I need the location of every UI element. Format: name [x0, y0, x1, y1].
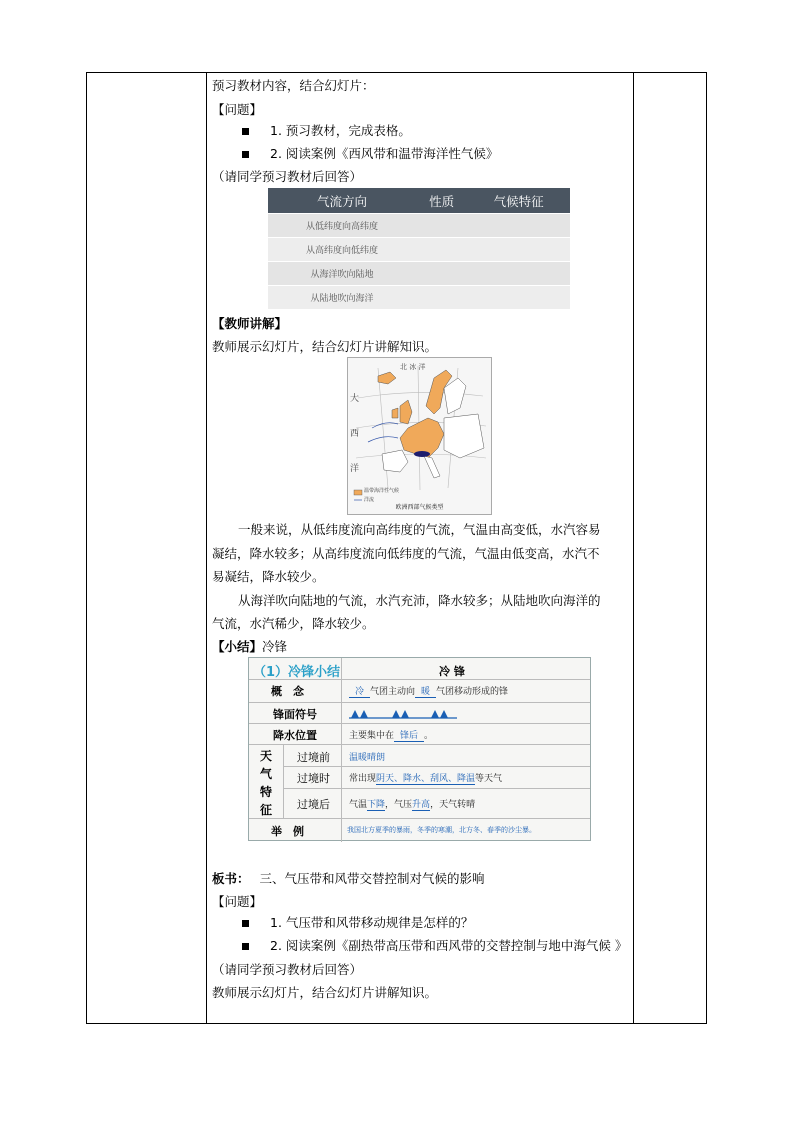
- answer-fill: 锋后: [394, 731, 424, 742]
- weather-label-char: 特: [260, 785, 273, 799]
- example-label: 举 例: [271, 825, 304, 838]
- weather-label-char: 天: [260, 749, 273, 763]
- precip-end: 。: [424, 731, 434, 741]
- concept-text: 气团主动向: [370, 687, 416, 697]
- before-label: 过境前: [297, 751, 330, 764]
- table-cell-empty[interactable]: [467, 286, 570, 310]
- map-caption: 欧洲西部气候类型: [395, 504, 444, 511]
- question-item: 1. 预习教材，完成表格。: [270, 123, 411, 138]
- after-text: 气温: [349, 800, 368, 810]
- weather-label-char: 气: [260, 767, 273, 781]
- bullet-icon: [242, 128, 249, 135]
- answer-fill: 冷: [349, 687, 370, 698]
- answer-fill: 暖: [415, 687, 436, 698]
- intro-line: 预习教材内容，结合幻灯片：: [212, 78, 375, 93]
- concept-text: 气团移动形成的锋: [436, 687, 509, 697]
- teacher-text: 教师展示幻灯片，结合幻灯片讲解知识。: [212, 339, 438, 354]
- europe-climate-map: [347, 357, 492, 515]
- table-header: 气候特征: [467, 188, 570, 214]
- map-legend-item: 温带海洋性气候: [364, 488, 400, 494]
- during-text: 等天气: [475, 774, 503, 784]
- precip-label: 降水位置: [273, 729, 317, 742]
- paragraph-line: 从海洋吹向陆地的气流，水汽充沛，降水较多；从陆地吹向海洋的: [238, 593, 601, 608]
- question-item: 2. 阅读案例《副热带高压带和西风带的交替控制与地中海气候 》: [270, 938, 628, 953]
- paragraph-line: 凝结，降水较多；从高纬度流向低纬度的气流，气温由低变高，水汽不: [212, 546, 600, 561]
- teacher-text: 教师展示幻灯片，结合幻灯片讲解知识。: [212, 985, 438, 1000]
- board-label: 板书：: [212, 871, 250, 886]
- after-value: [349, 797, 475, 810]
- map-legend-item: 洋流: [364, 497, 375, 503]
- question-item: 2. 阅读案例《西风带和温带海洋性气候》: [270, 146, 499, 161]
- table-row: [268, 238, 570, 262]
- after-label: 过境后: [297, 798, 330, 811]
- table-cell: 从低纬度向高纬度: [268, 214, 416, 238]
- during-value: [349, 771, 502, 784]
- question-item: 1. 气压带和风带移动规律是怎样的？: [270, 915, 474, 930]
- answer-fill: 下降: [367, 800, 386, 810]
- cold-front-table: [248, 657, 591, 841]
- paragraph-line: 气流，水汽稀少，降水较少。: [212, 616, 375, 631]
- answer-fill: 升高: [412, 800, 431, 810]
- table-row: [268, 286, 570, 310]
- summary-label: 【小结】: [212, 639, 263, 654]
- map-label: 大: [350, 394, 360, 404]
- table-cell-empty[interactable]: [416, 262, 467, 286]
- precip-value: [349, 728, 433, 741]
- table-row: [268, 214, 570, 238]
- concept-value: [349, 684, 508, 697]
- table-cell: 从高纬度向低纬度: [268, 238, 416, 262]
- bullet-icon: [242, 151, 249, 158]
- paragraph-line: 易凝结，降水较少。: [212, 569, 325, 584]
- table-cell: 从海洋吹向陆地: [268, 262, 416, 286]
- question-label: 【问题】: [212, 894, 263, 909]
- note: （请同学预习教材后回答）: [212, 962, 363, 977]
- table-cell-empty[interactable]: [467, 214, 570, 238]
- table-cell-empty[interactable]: [467, 238, 570, 262]
- map-label: 洋: [350, 464, 360, 474]
- table-cell-empty[interactable]: [416, 214, 467, 238]
- bullet-icon: [242, 920, 249, 927]
- teacher-heading: 【教师讲解】: [212, 316, 288, 331]
- map-label-ocean: 北 冰 洋: [400, 363, 426, 371]
- weather-label-char: 征: [260, 803, 273, 817]
- column-divider-left: [206, 73, 207, 1023]
- board-text: 三、气压带和风带交替控制对气候的影响: [259, 871, 485, 886]
- table-header: 气流方向: [268, 188, 416, 214]
- cold-front-symbol-icon: [349, 708, 459, 720]
- precip-text: 主要集中在: [349, 731, 395, 741]
- weather-label: [249, 744, 283, 818]
- question-label: 【问题】: [212, 102, 263, 117]
- during-text: 常出现: [349, 774, 377, 784]
- map-label: 西: [350, 429, 360, 439]
- table-cell: 从陆地吹向海洋: [268, 286, 416, 310]
- table-cell-empty[interactable]: [416, 238, 467, 262]
- note: （请同学预习教材后回答）: [212, 169, 363, 184]
- table-cell-empty[interactable]: [416, 286, 467, 310]
- symbol-label: 锋面符号: [273, 708, 317, 721]
- during-label: 过境时: [297, 772, 330, 785]
- cold-front-header: 冷 锋: [439, 665, 465, 678]
- after-text: ，天气转晴: [430, 800, 476, 810]
- before-value: 温暖晴朗: [349, 753, 386, 763]
- paragraph-line: 一般来说，从低纬度流向高纬度的气流，气温由高变低，水汽容易: [238, 522, 601, 537]
- preview-table: [268, 188, 570, 309]
- answer-fill: 阴天、降水、刮风、降温: [376, 774, 476, 784]
- table-header: 性质: [416, 188, 467, 214]
- table-cell-empty[interactable]: [467, 262, 570, 286]
- concept-label: 概 念: [271, 685, 304, 698]
- summary-line: [212, 638, 287, 656]
- example-value: 我国北方夏季的暴雨，冬季的寒潮，北方冬、春季的沙尘暴。: [347, 826, 536, 834]
- table-row: [268, 262, 570, 286]
- summary-text: 冷锋: [262, 639, 288, 654]
- bullet-icon: [242, 943, 249, 950]
- cold-front-title: （1）冷锋小结: [253, 665, 341, 680]
- after-text: ，气压: [385, 800, 413, 810]
- column-divider-right: [633, 73, 634, 1023]
- board-line: [212, 870, 485, 888]
